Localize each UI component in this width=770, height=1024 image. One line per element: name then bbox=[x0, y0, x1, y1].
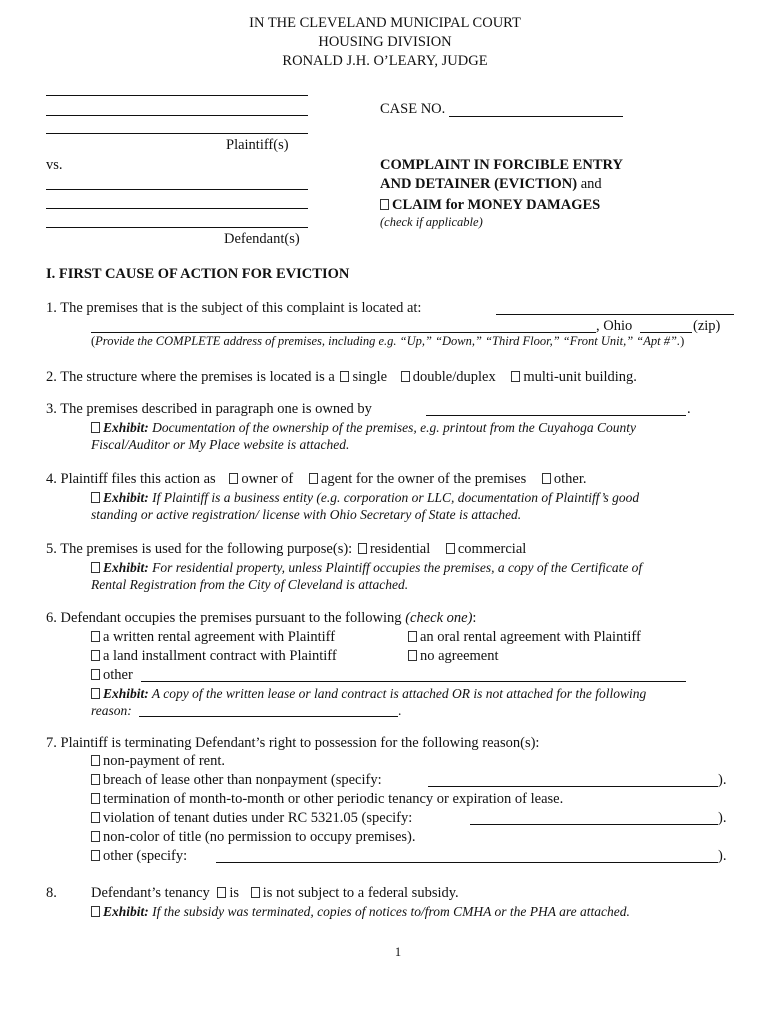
p6-check-one: (check one) bbox=[405, 610, 473, 626]
plaintiffs-label: Plaintiff(s) bbox=[226, 137, 289, 153]
complaint-title-2a: AND DETAINER (EVICTION) bbox=[380, 176, 578, 192]
p6-opt-other: other bbox=[91, 667, 133, 684]
vs-label: vs. bbox=[46, 157, 63, 173]
plaintiff-line-3[interactable] bbox=[46, 133, 308, 134]
p2-double-label: double/duplex bbox=[412, 369, 496, 385]
p3-text: 3. The premises described in paragraph one is owned by bbox=[46, 401, 372, 417]
plaintiff-line-1[interactable] bbox=[46, 95, 308, 96]
p7-termination-checkbox[interactable] bbox=[91, 793, 100, 804]
p1-note: (Provide the COMPLETE address of premises, including e.g. “Up,” “Down,” “Third Floor,” “Front Unit,” “Apt #”.) bbox=[91, 334, 685, 348]
p6-end: . bbox=[398, 703, 402, 718]
p7-violation-checkbox[interactable] bbox=[91, 812, 100, 823]
judge-name: RONALD J.H. O’LEARY, JUDGE bbox=[282, 53, 488, 69]
p3-exhibit-1: Exhibit: Documentation of the ownership of the premises, e.g. printout from the Cuyahoga County bbox=[91, 420, 636, 436]
p5-exhibit-1: Exhibit: For residential property, unless Plaintiff occupies the premises, a copy of the Certificate of bbox=[91, 560, 642, 576]
p7-nonpayment-checkbox[interactable] bbox=[91, 755, 100, 766]
p5-text: 5. The premises is used for the following purpose(s): bbox=[46, 541, 353, 557]
court-division: HOUSING DIVISION bbox=[318, 34, 452, 50]
p7-reason-termination: termination of month-to-month or other periodic tenancy or expiration of lease. bbox=[91, 791, 563, 808]
p6-line: 6. Defendant occupies the premises pursuant to the following (check one): bbox=[46, 610, 477, 626]
defendant-line-1[interactable] bbox=[46, 189, 308, 190]
p7-breach-close: ). bbox=[718, 772, 727, 788]
p5-exhibit-label: Exhibit: bbox=[103, 560, 149, 575]
check-if-applicable-note: (check if applicable) bbox=[380, 215, 483, 229]
p7-other-field[interactable] bbox=[216, 862, 718, 863]
p6-land-checkbox[interactable] bbox=[91, 650, 100, 661]
p7-breach-checkbox[interactable] bbox=[91, 774, 100, 785]
defendant-line-3[interactable] bbox=[46, 227, 308, 228]
p4-agent-label: agent for the owner of the premises bbox=[320, 471, 527, 487]
p5-commercial-checkbox[interactable] bbox=[446, 543, 455, 554]
p4-agent-checkbox[interactable] bbox=[309, 473, 318, 484]
p4-text: 4. Plaintiff files this action as bbox=[46, 471, 216, 487]
p1-note-text: Provide the COMPLETE address of premises, including e.g. “Up,” “Down,” “Third Floor,” “Front Unit,” “Apt #”. bbox=[95, 334, 681, 348]
p5-exhibit-checkbox[interactable] bbox=[91, 562, 100, 573]
p7-other-close: ). bbox=[718, 848, 727, 864]
p3-owner-field[interactable] bbox=[426, 415, 686, 416]
p5-residential-checkbox[interactable] bbox=[358, 543, 367, 554]
p6-reason-field[interactable] bbox=[139, 716, 398, 717]
p6-opt-oral: an oral rental agreement with Plaintiff bbox=[408, 629, 641, 646]
p6-exhibit-label: Exhibit: bbox=[103, 686, 149, 701]
p8-text: Defendant’s tenancy bbox=[91, 885, 210, 901]
p3-exhibit-2: Fiscal/Auditor or My Place website is attached. bbox=[91, 437, 350, 452]
p2-line bbox=[46, 369, 637, 386]
p8-number: 8. bbox=[46, 885, 57, 901]
p1-zip-label: (zip) bbox=[693, 318, 721, 334]
p6-oral-checkbox[interactable] bbox=[408, 631, 417, 642]
p2-text: 2. The structure where the premises is located is a bbox=[46, 369, 335, 385]
p6-opt-land: a land installment contract with Plaintiff bbox=[91, 648, 337, 665]
complaint-title-2b: and bbox=[577, 176, 602, 192]
court-name: IN THE CLEVELAND MUNICIPAL COURT bbox=[249, 15, 521, 31]
p5-line bbox=[46, 541, 526, 558]
p5-exhibit-2: Rental Registration from the City of Cleveland is attached. bbox=[91, 577, 409, 592]
p6-written-checkbox[interactable] bbox=[91, 631, 100, 642]
p7-other-checkbox[interactable] bbox=[91, 850, 100, 861]
p6-exhibit-1: Exhibit: A copy of the written lease or land contract is attached OR is not attached for the following bbox=[91, 686, 646, 702]
defendants-label: Defendant(s) bbox=[224, 231, 300, 247]
p6-opt-none: no agreement bbox=[408, 648, 499, 665]
p8-exhibit-label: Exhibit: bbox=[103, 904, 149, 919]
p4-owner-label: owner of bbox=[241, 471, 294, 487]
p5-commercial-label: commercial bbox=[457, 541, 527, 557]
defendant-line-2[interactable] bbox=[46, 208, 308, 209]
p7-reason-noncolor: non-color of title (no permission to occupy premises). bbox=[91, 829, 416, 846]
p6-exhibit-checkbox[interactable] bbox=[91, 688, 100, 699]
p7-breach-field[interactable] bbox=[428, 786, 718, 787]
p2-single-checkbox[interactable] bbox=[340, 371, 349, 382]
p8-exhibit-checkbox[interactable] bbox=[91, 906, 100, 917]
section-heading: I. FIRST CAUSE OF ACTION FOR EVICTION bbox=[46, 266, 350, 282]
p1-text: 1. The premises that is the subject of this complaint is located at: bbox=[46, 300, 422, 316]
p6-opt-written: a written rental agreement with Plaintiff bbox=[91, 629, 335, 646]
p8-is-checkbox[interactable] bbox=[217, 887, 226, 898]
p5-residential-label: residential bbox=[369, 541, 431, 557]
p8-line bbox=[91, 885, 459, 902]
p2-single-label: single bbox=[352, 369, 388, 385]
p3-exhibit-label: Exhibit: bbox=[103, 420, 149, 435]
p7-reason-violation: violation of tenant duties under RC 5321.05 (specify: bbox=[91, 810, 412, 827]
p8-is-label: is bbox=[229, 885, 240, 901]
p6-none-checkbox[interactable] bbox=[408, 650, 417, 661]
p3-end: . bbox=[687, 401, 691, 417]
p6-text: 6. Defendant occupies the premises pursuant to the following bbox=[46, 610, 402, 626]
p4-exhibit-1: Exhibit: If Plaintiff is a business entity (e.g. corporation or LLC, documentation of Plaintiff’s good bbox=[91, 490, 639, 506]
p1-ohio: , Ohio bbox=[596, 318, 633, 334]
p8-isnot-label: is not subject to a federal subsidy. bbox=[262, 885, 459, 901]
p1-zip-field[interactable] bbox=[640, 332, 692, 333]
p2-multi-checkbox[interactable] bbox=[511, 371, 520, 382]
p4-exhibit-label: Exhibit: bbox=[103, 490, 149, 505]
p4-exhibit-checkbox[interactable] bbox=[91, 492, 100, 503]
case-no-field[interactable] bbox=[449, 116, 623, 117]
p4-exhibit-2: standing or active registration/ license with Ohio Secretary of State is attached. bbox=[91, 507, 522, 522]
p4-owner-checkbox[interactable] bbox=[229, 473, 238, 484]
p7-violation-field[interactable] bbox=[470, 824, 718, 825]
p4-other-checkbox[interactable] bbox=[542, 473, 551, 484]
p1-address-field-1[interactable] bbox=[496, 314, 734, 315]
p6-exhibit-2: reason: bbox=[91, 703, 132, 718]
p3-exhibit-checkbox[interactable] bbox=[91, 422, 100, 433]
p4-line bbox=[46, 471, 586, 488]
case-no-label: CASE NO. bbox=[380, 101, 446, 117]
p4-other-label: other. bbox=[553, 471, 587, 487]
p7-reason-breach: breach of lease other than nonpayment (specify: bbox=[91, 772, 382, 789]
complaint-title-1: COMPLAINT IN FORCIBLE ENTRY bbox=[380, 157, 623, 173]
p8-isnot-checkbox[interactable] bbox=[251, 887, 260, 898]
money-damages-checkbox[interactable] bbox=[380, 199, 389, 210]
p8-exhibit: Exhibit: If the subsidy was terminated, copies of notices to/from CMHA or the PHA are attached. bbox=[91, 904, 630, 920]
p7-reason-other: other (specify: bbox=[91, 848, 187, 865]
complaint-title-2 bbox=[380, 176, 602, 193]
page-number: 1 bbox=[394, 945, 402, 959]
p7-text: 7. Plaintiff is terminating Defendant’s right to possession for the following reason(s): bbox=[46, 735, 540, 751]
p6-other-checkbox[interactable] bbox=[91, 669, 100, 680]
plaintiff-line-2[interactable] bbox=[46, 115, 308, 116]
p6-other-field[interactable] bbox=[141, 681, 686, 682]
p2-multi-label: multi-unit building. bbox=[523, 369, 637, 385]
money-damages-label: CLAIM for MONEY DAMAGES bbox=[392, 197, 601, 213]
money-damages-option bbox=[380, 197, 600, 214]
p1-address-field-2[interactable] bbox=[91, 332, 596, 333]
p2-double-checkbox[interactable] bbox=[401, 371, 410, 382]
p7-reason-nonpayment: non-payment of rent. bbox=[91, 753, 225, 770]
p7-violation-close: ). bbox=[718, 810, 727, 826]
p7-noncolor-checkbox[interactable] bbox=[91, 831, 100, 842]
